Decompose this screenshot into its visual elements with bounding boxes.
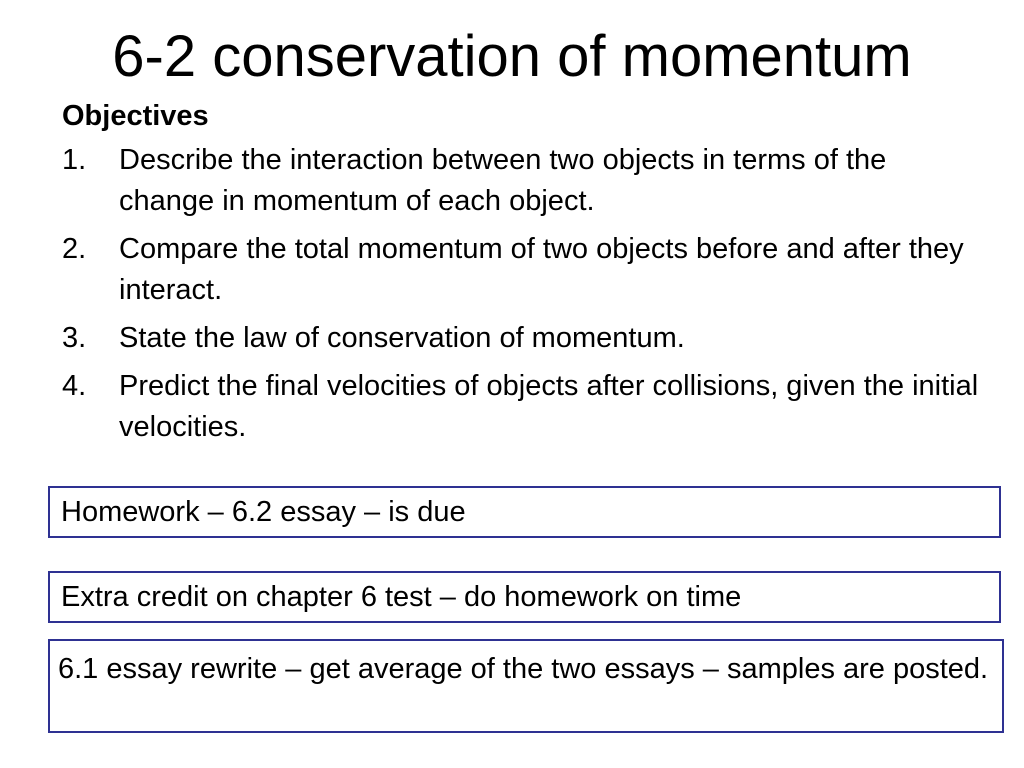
objective-item — [62, 366, 982, 448]
objective-item — [62, 140, 982, 222]
objective-number: 4. — [62, 370, 87, 402]
extra-credit-note-box — [48, 571, 1001, 623]
objective-number: 3. — [62, 322, 87, 354]
essay-rewrite-note-text: 6.1 essay rewrite – get average of the two essays – samples are posted. — [58, 653, 989, 685]
objective-text: Predict the final velocities of objects after collisions, given the initial velocities. — [119, 370, 979, 443]
extra-credit-note-text: Extra credit on chapter 6 test – do homework on time — [61, 581, 742, 613]
objective-text: State the law of conservation of momentum. — [119, 322, 685, 354]
objectives-section — [62, 96, 982, 455]
slide-title: 6-2 conservation of momentum — [112, 24, 912, 89]
homework-note-box — [48, 486, 1001, 538]
objectives-heading: Objectives — [62, 100, 209, 132]
objective-item — [62, 318, 982, 359]
objective-text: Compare the total momentum of two objects before and after they interact. — [119, 233, 964, 306]
objectives-list — [62, 140, 982, 448]
objective-text: Describe the interaction between two objects in terms of the change in momentum of each object. — [119, 144, 887, 217]
objective-number: 1. — [62, 144, 87, 176]
objective-item — [62, 229, 982, 311]
homework-note-text: Homework – 6.2 essay – is due — [61, 496, 466, 528]
objective-number: 2. — [62, 233, 87, 265]
essay-rewrite-note-box — [48, 639, 1004, 733]
